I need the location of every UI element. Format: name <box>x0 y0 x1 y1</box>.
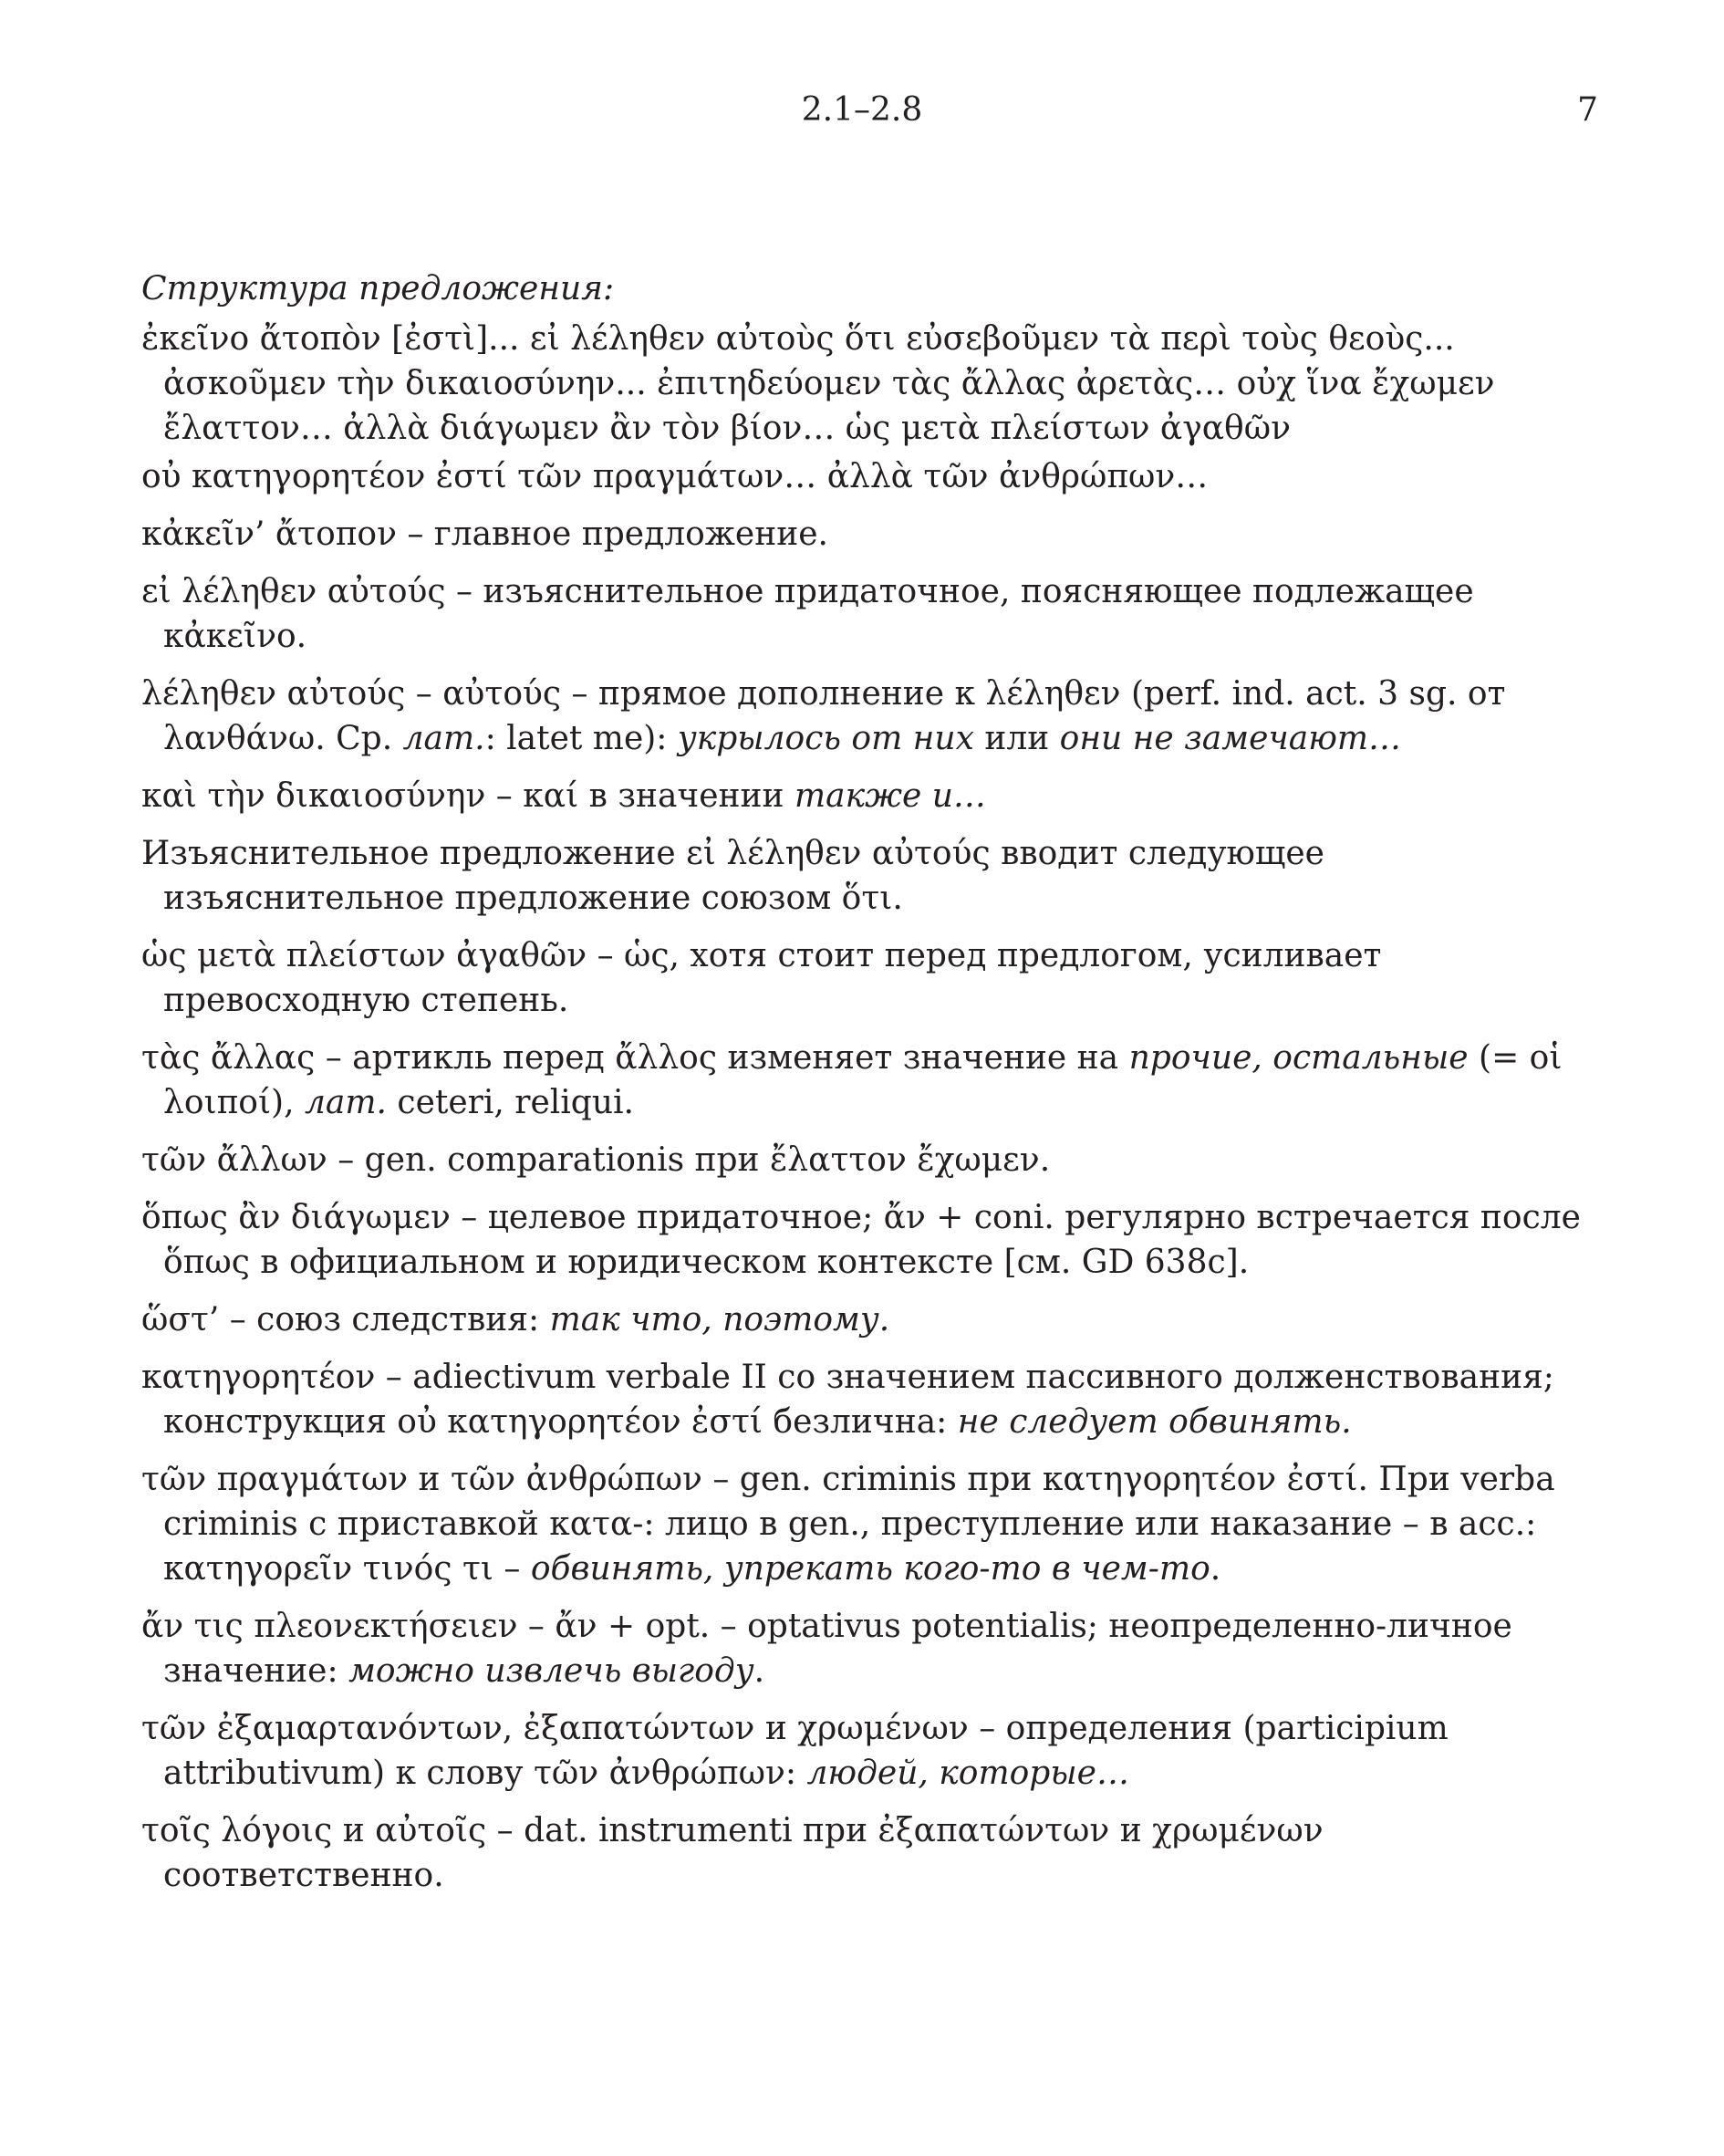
structure-line-1: ἐκεῖνο ἄτοπὸν [ἐστὶ]... εἰ λέληθεν αὐτοὺς ὅτι εὐσεβοῦμεν τὰ περὶ τοὺς θεοὺς... ἀσκοῦμεν τὴν δικαιοσύνην... ἐπιτηδεύομεν τὰς ἄλλας ἀρετὰς… οὐχ ἵνα ἔχωμεν ἔλαττον… ἀλλὰ διάγωμεν ἂν τὸν βίον… ὡς μετὰ πλείστων ἀγαθῶν <box>141 320 1495 447</box>
page-number: 7 <box>1577 91 1598 129</box>
note-7-text-a: τὰς ἄλλας – артикль перед ἄλλος изменяет значение на <box>141 1039 1129 1077</box>
note-3-text-c: : latet me): <box>484 720 678 757</box>
note-1: κἀκεῖν’ ἄτοπον – главное предложение. <box>141 516 828 553</box>
structure-line-2: οὐ κατηγορητέον ἐστί τῶν πραγμάτων… ἀλλὰ τῶν ἀνθρώπων… <box>141 458 1209 495</box>
running-head: 2.1–2.8 <box>801 91 923 129</box>
note-7-text-c: (= οἱ λοιποί), <box>163 1039 1563 1121</box>
note-7-text-b: прочие, остальные <box>1128 1039 1469 1077</box>
note-11-text-b: не следует обвинять. <box>957 1403 1352 1441</box>
note-9: ὅπως ἂν διάγωμεν – целевое придаточное; ἄν + coni. регулярно встречается после ὅπως в официальном и юридическом контексте [см. GD 638c]. <box>141 1199 1581 1281</box>
note-13 <box>141 1604 1587 1693</box>
note-10-text-a: ὥστ’ – союз следствия: <box>141 1301 550 1338</box>
structure-heading: Структура предложения: <box>141 270 615 307</box>
note-11 <box>141 1355 1587 1444</box>
note-5: Изъяснительное предложение εἰ λέληθεν αὐτούς вводит следующее изъяснительное предложение союзом ὅτι. <box>141 835 1324 917</box>
page-header <box>0 91 1724 146</box>
note-4-text-b: также и… <box>794 777 986 815</box>
note-4 <box>141 774 1587 818</box>
note-14-text-a: τῶν ἐξαμαρτανόντων, ἐξαπατώντων и χρωμένων – определения (participium attributivum) к слову τῶν ἀνθρώπων: <box>141 1710 1449 1792</box>
note-11-text-a: κατηγορητέον – adiectivum verbale II со значением пассивного долженствования; конструкция οὐ κατηγορητέον ἐστί безлична: <box>141 1359 1554 1441</box>
note-7-text-d: лат. <box>305 1084 387 1121</box>
note-12-text-b: обвинять, упрекать кого-то в чем-то <box>530 1550 1210 1588</box>
note-15: τοῖς λόγοις и αὐτοῖς – dat. instrumenti при ἐξαπατώντων и χρωμένων соответственно. <box>141 1812 1324 1894</box>
note-12 <box>141 1457 1587 1591</box>
note-13-text-c: . <box>753 1652 765 1690</box>
note-4-text-a: καὶ τὴν δικαιοσύνην – καί в значении <box>141 777 794 815</box>
note-14-text-b: людей, которые… <box>806 1755 1129 1792</box>
note-7-text-e: ceteri, reliqui. <box>386 1084 634 1121</box>
note-7 <box>141 1036 1587 1125</box>
note-3 <box>141 672 1587 761</box>
note-3-text-b: лат. <box>402 720 485 757</box>
note-13-text-a: ἄν τις πλεονεκτήσειεν – ἄν + opt. – optativus potentialis; неопределенно-личное значение: <box>141 1608 1512 1690</box>
note-6: ὡς μετὰ πλείστων ἀγαθῶν – ὡς, хотя стоит перед предлогом, усиливает превосходную степень. <box>141 937 1382 1019</box>
note-2: εἰ λέληθεν αὐτούς – изъяснительное придаточное, поясняющее подлежащее κἀκεῖνο. <box>141 573 1474 655</box>
note-14 <box>141 1706 1587 1796</box>
note-8: τῶν ἄλλων – gen. comparationis при ἔλαττον ἔχωμεν. <box>141 1141 1051 1179</box>
note-3-text-d: укрылось от них <box>677 720 974 757</box>
commentary-body <box>141 266 1587 1911</box>
note-12-text-c: . <box>1210 1550 1221 1588</box>
note-3-text-f: они не замечают… <box>1059 720 1402 757</box>
note-10 <box>141 1297 1587 1342</box>
note-3-text-e: или <box>973 720 1060 757</box>
note-13-text-b: можно извлечь выгоду <box>348 1652 754 1690</box>
note-10-text-b: так что, поэтому. <box>549 1301 890 1338</box>
note-12-text-a: τῶν πραγμάτων и τῶν ἀνθρώπων – gen. criminis при κατηγορητέον ἐστί. При verba criminis с приставкой κατα-: лицо в gen., преступление или наказание – в acc.: κατηγορεῖν τινός τι – <box>141 1461 1555 1588</box>
note-3-text-a: λέληθεν αὐτούς – αὐτούς – прямое дополнение к λέληθεν (perf. ind. act. 3 sg. от λανθάνω. Ср. <box>141 675 1506 757</box>
